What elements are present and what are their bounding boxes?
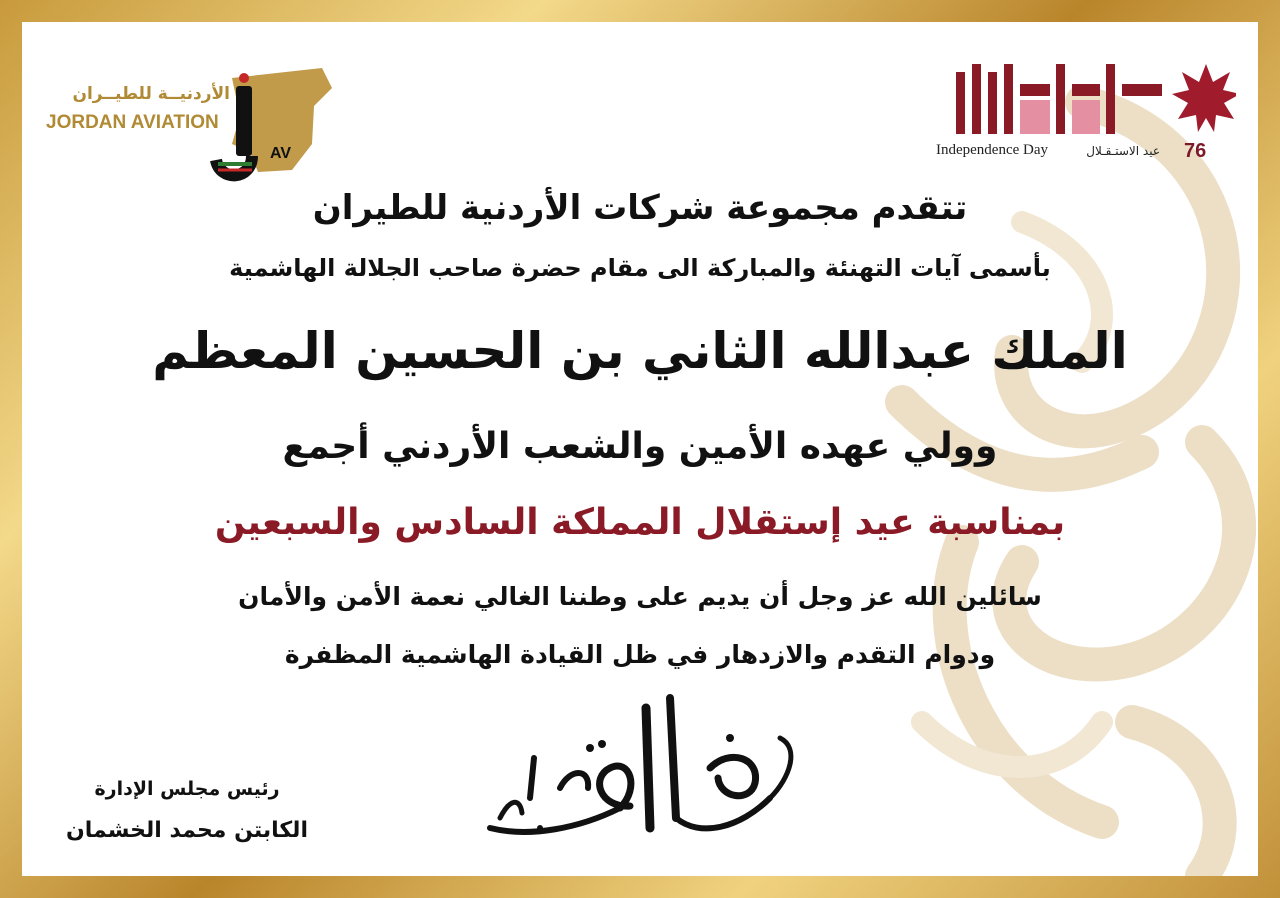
independence-day-logo: [936, 54, 1236, 174]
kul-am-wa-antum-bikhair-calligraphy: [470, 678, 810, 848]
signer-title: رئيس مجلس الإدارة: [94, 778, 280, 800]
independence-day-english: Independence Day: [936, 142, 1049, 158]
jordan-map-logo-icon: [202, 60, 342, 190]
jordan-star-icon: [1172, 64, 1236, 132]
greeting-line-4: وولي عهده الأمين والشعب الأردني أجمع: [282, 426, 998, 467]
jordan-aviation-logo: [42, 60, 342, 190]
wish-line-2: ودوام التقدم والازدهار في ظل القيادة الهاشمية المظفرة: [284, 640, 996, 669]
jordan-aviation-arabic-name: الأردنيــة للطيــران: [72, 84, 230, 104]
av-monogram: AV: [270, 145, 292, 162]
anniversary-number: 76: [1184, 140, 1207, 162]
signer-name: الكابتن محمد الخشمان: [66, 818, 308, 843]
occasion-line: بمناسبة عيد إستقلال المملكة السادس والسبعين: [214, 502, 1066, 543]
independence-day-arabic: عيد الاستـقـلال: [1086, 144, 1160, 158]
jordan-aviation-english-name: JORDAN AVIATION: [46, 112, 219, 133]
independence-76-emblem: [936, 54, 1236, 144]
king-name-line: الملك عبدالله الثاني بن الحسين المعظم: [152, 322, 1128, 380]
greeting-line-2: بأسمى آيات التهنئة والمباركة الى مقام حضرة صاحب الجلالة الهاشمية: [229, 254, 1051, 282]
card-body: [22, 22, 1258, 876]
greeting-line-1: تتقدم مجموعة شركات الأردنية للطيران: [312, 188, 968, 228]
wish-line-1: سائلين الله عز وجل أن يديم على وطننا الغالي نعمة الأمن والأمان: [238, 582, 1042, 611]
